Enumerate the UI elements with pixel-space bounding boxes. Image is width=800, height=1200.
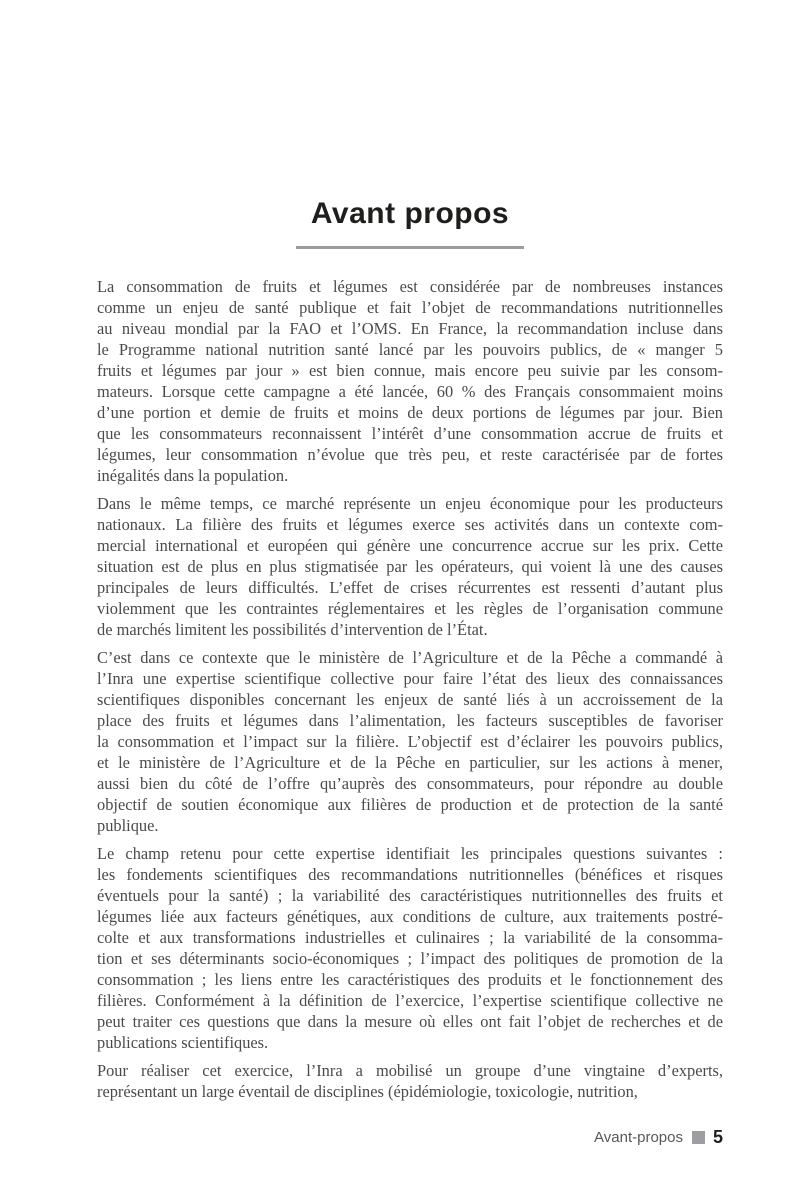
text-line: représentant un large éventail de disciplines (épidémiologie, toxicologie, nutrition, — [97, 1082, 638, 1101]
text-line: fruits et légumes par jour » est bien connue, mais encore peu suivie par les consom- — [97, 361, 723, 380]
text-line: que les consommateurs reconnaissent l’intérêt d’une consommation accrue de fruits et — [97, 424, 723, 443]
text-line: la consommation et l’impact sur la filière. L’objectif est d’éclairer les pouvoirs publics, — [97, 732, 723, 751]
text-line: les fondements scientifiques des recommandations nutritionnelles (bénéfices et risques — [97, 865, 723, 884]
text-line: de marchés limitent les possibilités d’intervention de l’État. — [97, 620, 488, 639]
text-line: au niveau mondial par la FAO et l’OMS. En France, la recommandation incluse dans — [97, 319, 723, 338]
text-line: éventuels pour la santé) ; la variabilité des caractéristiques nutritionnelles des fruits et — [97, 886, 723, 905]
text-line: filières. Conformément à la définition de l’exercice, l’expertise scientifique collective ne — [97, 991, 723, 1010]
text-line: publique. — [97, 816, 159, 835]
text-line: inégalités dans la population. — [97, 466, 289, 485]
text-line: Le champ retenu pour cette expertise identifiait les principales questions suivantes : — [97, 844, 723, 863]
text-line: comme un enjeu de santé publique et fait l’objet de recommandations nutritionnelles — [97, 298, 723, 317]
footer-square-icon — [692, 1131, 705, 1144]
text-line: d’une portion et demie de fruits et moins de deux portions de légumes par jour. Bien — [97, 403, 723, 422]
text-line: peut traiter ces questions que dans la mesure où elles ont fait l’objet de recherches et de — [97, 1012, 723, 1031]
title-underline-rule — [296, 246, 524, 249]
paragraph — [97, 647, 723, 836]
text-line: tion et ses déterminants socio-économiques ; l’impact des politiques de promotion de la — [97, 949, 723, 968]
paragraph — [97, 1060, 723, 1102]
footer-section-label: Avant-propos — [594, 1129, 683, 1146]
text-line: La consommation de fruits et légumes est considérée par de nombreuses instances — [97, 277, 723, 296]
text-line: et le ministère de l’Agriculture et de la Pêche en particulier, sur les actions à mener, — [97, 753, 723, 772]
text-line: principales de leurs difficultés. L’effet de crises récurrentes est ressenti d’autant plus — [97, 578, 723, 597]
text-line: mateurs. Lorsque cette campagne a été lancée, 60 % des Français consommaient moins — [97, 382, 723, 401]
text-line: Pour réaliser cet exercice, l’Inra a mobilisé un groupe d’une vingtaine d’experts, — [97, 1061, 723, 1080]
chapter-header — [97, 197, 723, 249]
text-line: mercial international et européen qui génère une concurrence accrue sur les prix. Cette — [97, 536, 723, 555]
text-line: aussi bien du côté de l’offre qu’auprès des consommateurs, pour répondre au double — [97, 774, 723, 793]
page-title: Avant propos — [310, 197, 510, 230]
text-line: publications scientifiques. — [97, 1033, 269, 1052]
paragraph — [97, 276, 723, 486]
text-line: situation est de plus en plus stigmatisée par les opérateurs, qui voient là une des causes — [97, 557, 723, 576]
footer-page-number: 5 — [712, 1127, 723, 1147]
text-line: scientifiques disponibles concernant les enjeux de santé liés à un accroissement de la — [97, 690, 723, 709]
text-line: C’est dans ce contexte que le ministère de l’Agriculture et de la Pêche a commandé à — [97, 648, 723, 667]
text-line: légumes, leur consommation n’évolue que très peu, et reste caractérisée par de fortes — [97, 445, 723, 464]
text-line: objectif de soutien économique aux filières de production et de protection de la santé — [97, 795, 723, 814]
text-line: place des fruits et légumes dans l’alimentation, les facteurs susceptibles de favoriser — [97, 711, 723, 730]
text-line: Dans le même temps, ce marché représente un enjeu économique pour les producteurs — [97, 494, 723, 513]
text-line: colte et aux transformations industrielles et culinaires ; la variabilité de la consomma- — [97, 928, 723, 947]
paragraph — [97, 843, 723, 1053]
text-line: légumes liée aux facteurs génétiques, aux conditions de culture, aux traitements postré- — [97, 907, 723, 926]
paragraph — [97, 493, 723, 640]
text-line: le Programme national nutrition santé lancé par les pouvoirs publics, de « manger 5 — [97, 340, 723, 359]
text-line: violemment que les contraintes réglementaires et les règles de l’organisation commune — [97, 599, 723, 618]
text-line: l’Inra une expertise scientifique collective pour faire l’état des lieux des connaissances — [97, 669, 723, 688]
text-line: nationaux. La filière des fruits et légumes exerce ses activités dans un contexte com- — [97, 515, 723, 534]
page-footer — [594, 1127, 723, 1148]
text-line: consommation ; les liens entre les caractéristiques des produits et le fonctionnement des — [97, 970, 723, 989]
body-text — [97, 276, 723, 1109]
